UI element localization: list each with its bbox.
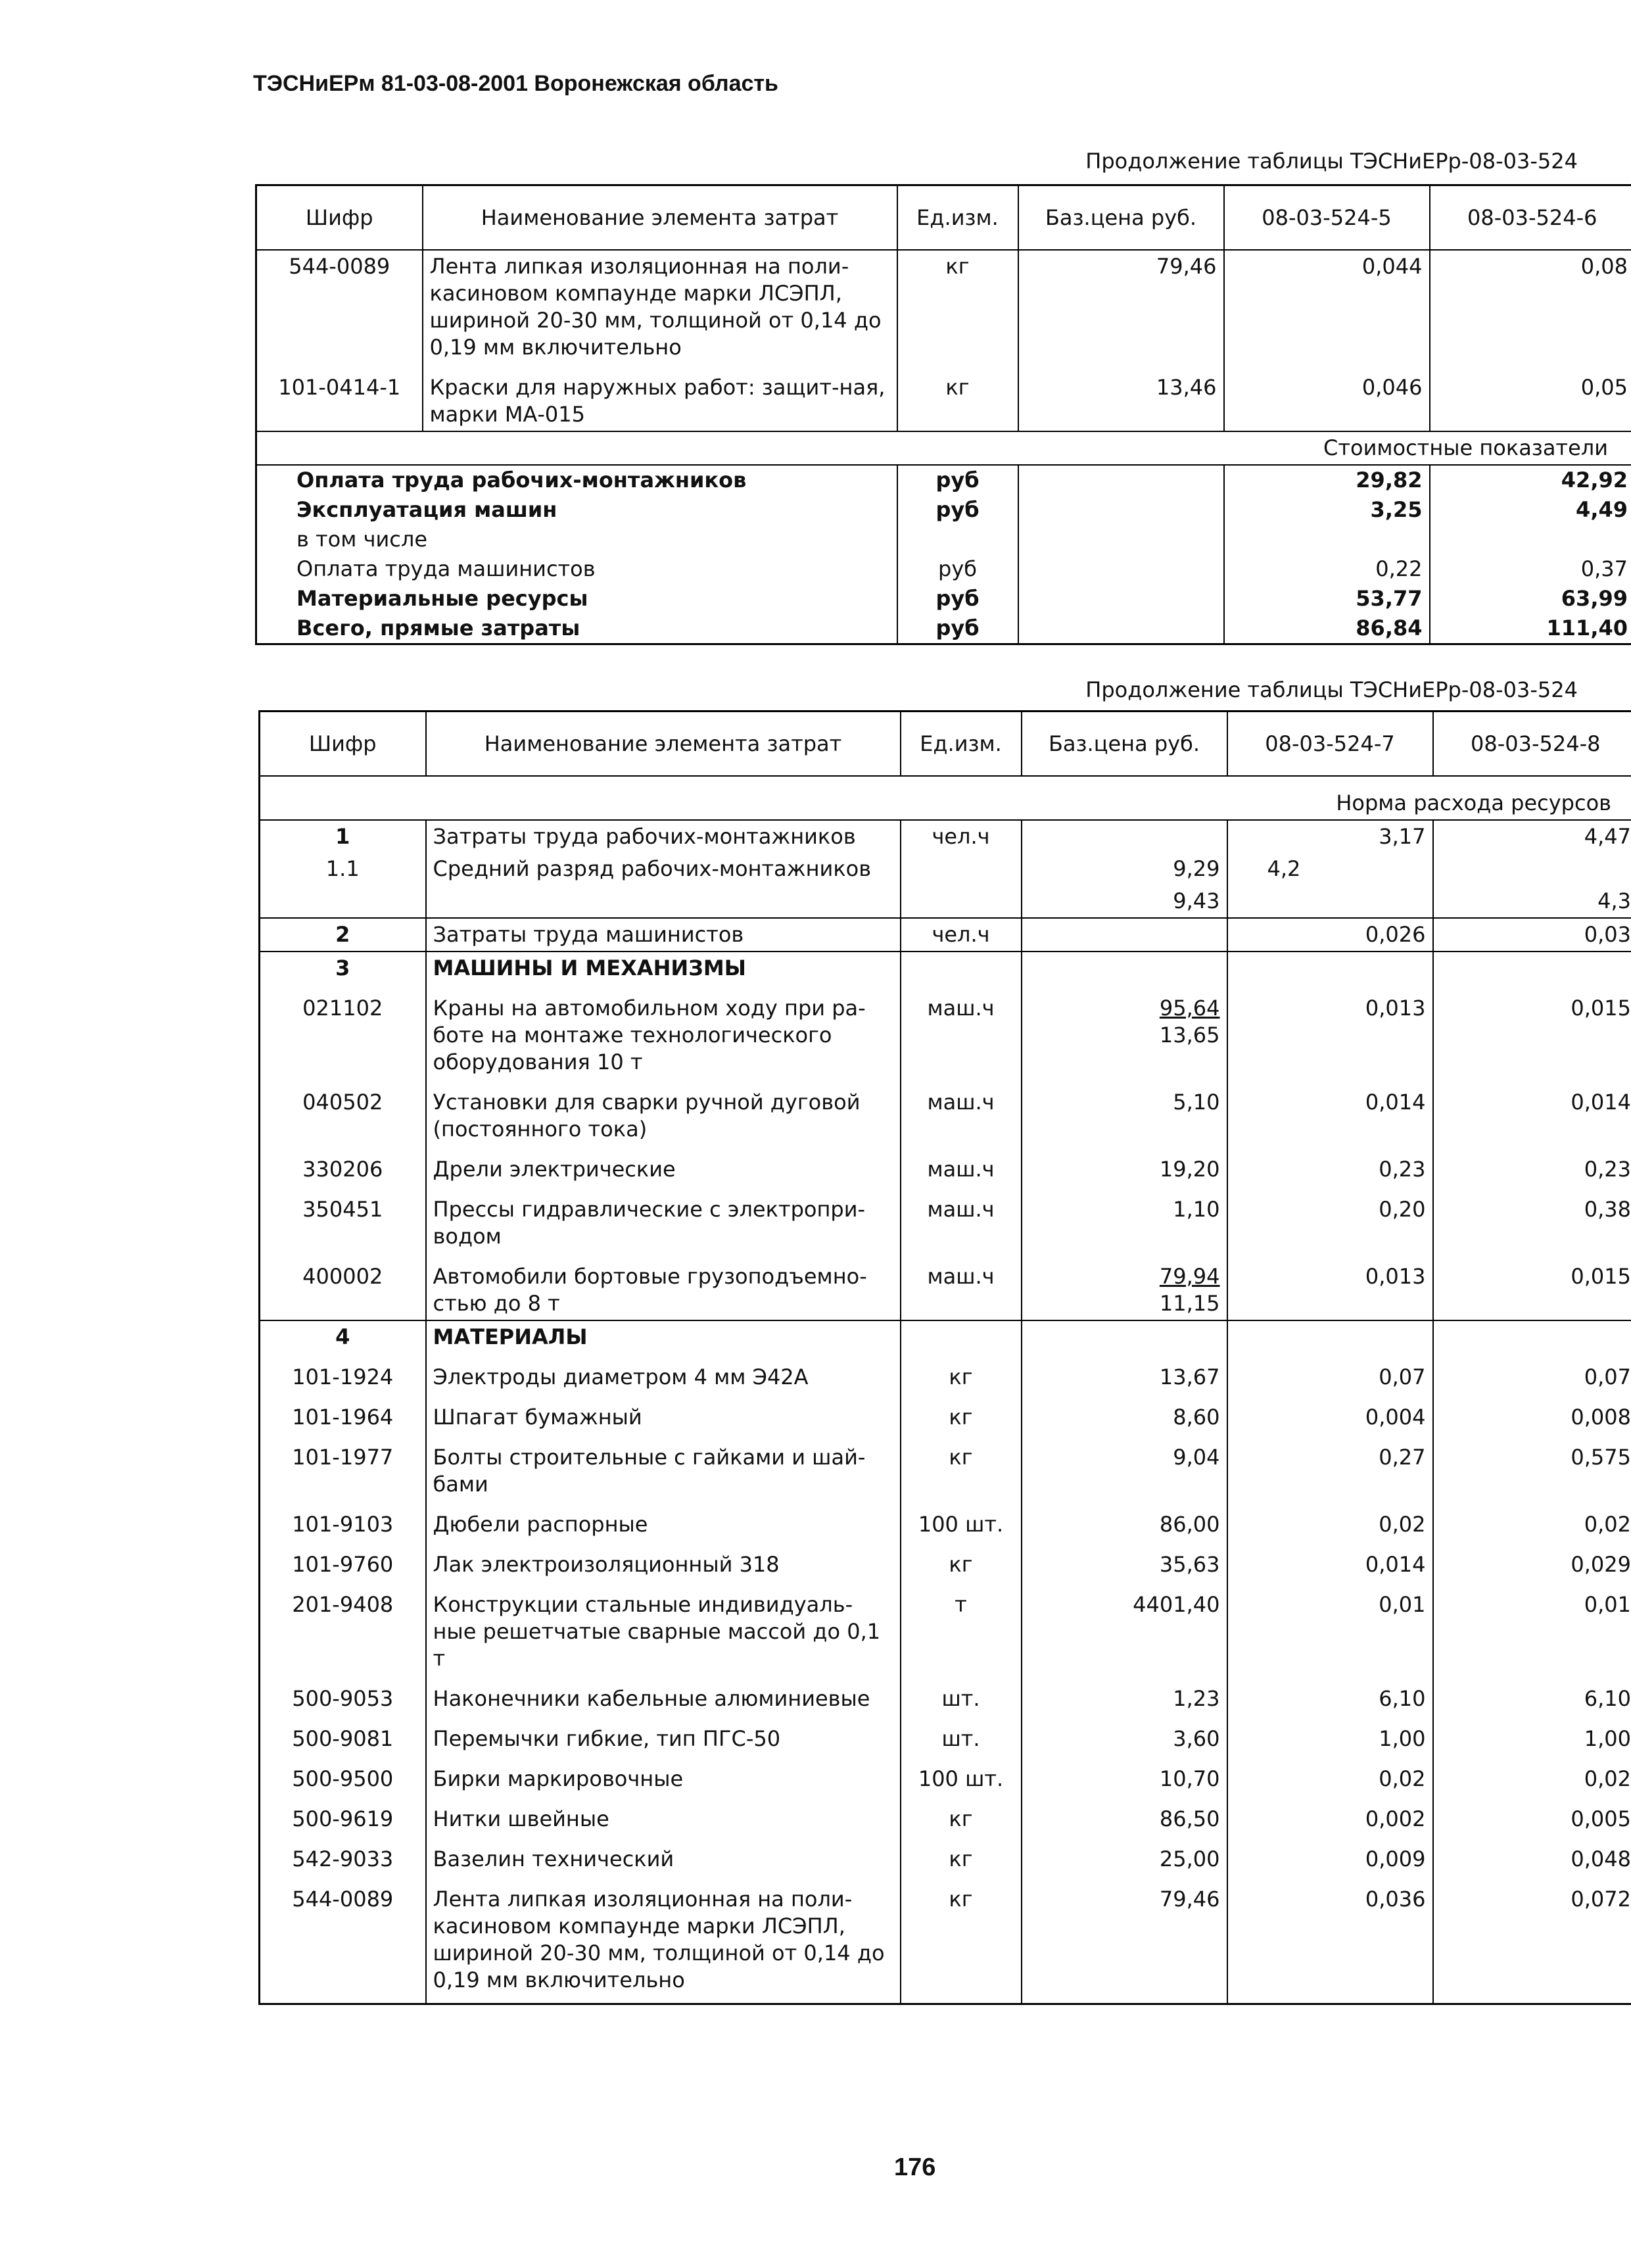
row-name: Автомобили бортовые грузоподъемно-стью до 8 т [426, 1253, 901, 1320]
table-row [260, 918, 1631, 952]
cost-unit: руб [897, 584, 1018, 614]
row-unit [901, 885, 1022, 918]
cost-label: Оплата труда рабочих-монтажников [256, 465, 897, 495]
row-code: 500-9053 [260, 1675, 426, 1715]
row-price: 86,00 [1022, 1501, 1227, 1541]
row-name: Перемычки гибкие, тип ПГС-50 [426, 1715, 901, 1755]
row-name: Дрели электрические [426, 1146, 901, 1186]
cost-row [256, 525, 1631, 554]
cost-unit: руб [897, 495, 1018, 525]
cost-row [256, 584, 1631, 614]
table-row [260, 1875, 1631, 2004]
table-row [260, 1393, 1631, 1434]
row-value-1: 0,014 [1227, 1541, 1433, 1581]
row-name: Конструкции стальные индивидуаль-ные решетчатые сварные массой до 0,1 т [426, 1581, 901, 1675]
table2-continuation-caption: Продолжение таблицы ТЭСНиЕРр-08-03-524 [1085, 677, 1578, 702]
table-row [260, 1581, 1631, 1675]
row-value-2: 0,03 [1433, 918, 1631, 952]
table-row [260, 1078, 1631, 1146]
row-price: 86,50 [1022, 1795, 1227, 1835]
cost-unit: руб [897, 465, 1018, 495]
cost-value-1: 0,22 [1224, 554, 1430, 584]
table-row [260, 820, 1631, 853]
page-number: 176 [894, 2154, 936, 2181]
row-code: 021102 [260, 984, 426, 1078]
column-header-price: Баз.цена руб. [1018, 185, 1224, 251]
row-name: Средний разряд рабочих-монтажников [426, 853, 901, 885]
row-price [1022, 918, 1227, 952]
row-value-2: 0,23 [1433, 1146, 1631, 1186]
table-row [260, 853, 1631, 885]
column-header-name: Наименование элемента затрат [426, 712, 901, 777]
column-header-unit: Ед.изм. [901, 712, 1022, 777]
cost-value-1: 53,77 [1224, 584, 1430, 614]
column-header-price: Баз.цена руб. [1022, 712, 1227, 777]
row-unit: кг [901, 1875, 1022, 2004]
table1-continuation-caption: Продолжение таблицы ТЭСНиЕРр-08-03-524 [1085, 149, 1578, 174]
row-value-1: 0,23 [1227, 1146, 1433, 1186]
row-name: Затраты труда рабочих-монтажников [426, 820, 901, 853]
row-code: 500-9081 [260, 1715, 426, 1755]
row-value-1 [1227, 885, 1433, 918]
cost-value-2: 0,37 [1430, 554, 1631, 584]
cost-section-title-row [256, 431, 1631, 465]
row-value-1: 6,10 [1227, 1675, 1433, 1715]
row-value-1: 0,004 [1227, 1393, 1433, 1434]
cost-label: в том числе [256, 525, 897, 554]
row-price: 1,23 [1022, 1675, 1227, 1715]
table-row [260, 1541, 1631, 1581]
row-price: 79,46 [1022, 1875, 1227, 2004]
norm-section-title: Норма расхода ресурсов [260, 776, 1631, 820]
price-base: 95,64 [1159, 996, 1220, 1021]
row-code: 350451 [260, 1186, 426, 1253]
cost-row [256, 465, 1631, 495]
row-name [426, 885, 901, 918]
row-unit: т [901, 1581, 1022, 1675]
row-code: 1 [260, 820, 426, 853]
cost-label: Эксплуатация машин [256, 495, 897, 525]
row-value-1: 0,02 [1227, 1501, 1433, 1541]
table-row [260, 1501, 1631, 1541]
row-code: 500-9500 [260, 1755, 426, 1795]
row-name: Краны на автомобильном ходу при ра-боте на монтаже технологического оборудования 10 т [426, 984, 901, 1078]
row-unit: маш.ч [901, 1078, 1022, 1146]
row-value-2: 4,3 [1433, 885, 1631, 918]
row-name: Лента липкая изоляционная на поли-касиновом компаунде марки ЛСЭПЛ, шириной 20-30 мм, толщиной от 0,14 до 0,19 мм включительно [423, 250, 897, 364]
row-code: 101-1964 [260, 1393, 426, 1434]
section-title-machines: МАШИНЫ И МЕХАНИЗМЫ [426, 952, 901, 984]
row-unit: кг [901, 1353, 1022, 1393]
row-value-2: 0,38 [1433, 1186, 1631, 1253]
table-row [260, 1186, 1631, 1253]
section-heading-row [260, 952, 1631, 984]
cost-row [256, 495, 1631, 525]
cost-value-1: 3,25 [1224, 495, 1430, 525]
row-price [1022, 984, 1227, 1078]
row-price: 19,20 [1022, 1146, 1227, 1186]
row-code [260, 885, 426, 918]
row-code: 040502 [260, 1078, 426, 1146]
row-value-2: 4,47 [1433, 820, 1631, 853]
row-code: 542-9033 [260, 1835, 426, 1875]
row-price: 1,10 [1022, 1186, 1227, 1253]
section-title-materials: МАТЕРИАЛЫ [426, 1320, 901, 1353]
cost-unit: руб [897, 614, 1018, 644]
table-row [260, 1715, 1631, 1755]
table1-header-row [256, 185, 1631, 251]
row-unit: 100 шт. [901, 1755, 1022, 1795]
row-name: Установки для сварки ручной дуговой (постоянного тока) [426, 1078, 901, 1146]
row-price: 5,10 [1022, 1078, 1227, 1146]
table-row [260, 1675, 1631, 1715]
section-code: 4 [260, 1320, 426, 1353]
row-price: 35,63 [1022, 1541, 1227, 1581]
cost-value-2: 111,40 [1430, 614, 1631, 644]
row-value-2: 0,048 [1433, 1835, 1631, 1875]
table-row [260, 1253, 1631, 1320]
row-code: 101-1924 [260, 1353, 426, 1393]
row-value-1: 0,27 [1227, 1434, 1433, 1501]
row-unit: шт. [901, 1715, 1022, 1755]
row-code: 544-0089 [260, 1875, 426, 2004]
row-unit [901, 853, 1022, 885]
row-name: Лента липкая изоляционная на поли-касиновом компаунде марки ЛСЭПЛ, шириной 20-30 мм, толщиной от 0,14 до 0,19 мм включительно [426, 1875, 901, 2004]
row-unit: маш.ч [901, 984, 1022, 1078]
table-row [260, 1755, 1631, 1795]
row-value-2: 0,029 [1433, 1541, 1631, 1581]
row-name: Бирки маркировочные [426, 1755, 901, 1795]
row-value-2: 0,008 [1433, 1393, 1631, 1434]
row-value-1: 0,01 [1227, 1581, 1433, 1675]
cost-label: Всего, прямые затраты [256, 614, 897, 644]
row-name: Прессы гидравлические с электропри-водом [426, 1186, 901, 1253]
cost-unit: руб [897, 554, 1018, 584]
column-header-unit: Ед.изм. [897, 185, 1018, 251]
row-name: Дюбели распорные [426, 1501, 901, 1541]
row-unit: шт. [901, 1675, 1022, 1715]
cost-value-2: 4,49 [1430, 495, 1631, 525]
row-value-2: 0,02 [1433, 1501, 1631, 1541]
row-value-2: 0,015 [1433, 984, 1631, 1078]
cost-value-2 [1430, 525, 1631, 554]
row-value-1: 0,07 [1227, 1353, 1433, 1393]
row-value-2 [1433, 853, 1631, 885]
table-row [260, 1434, 1631, 1501]
row-unit: маш.ч [901, 1253, 1022, 1320]
row-name: Шпагат бумажный [426, 1393, 901, 1434]
table-row [260, 984, 1631, 1078]
row-price: 3,60 [1022, 1715, 1227, 1755]
row-name: Вазелин технический [426, 1835, 901, 1875]
table-row [256, 364, 1631, 431]
resource-table-1 [255, 184, 1631, 645]
cost-value-1: 29,82 [1224, 465, 1430, 495]
table-row [260, 1353, 1631, 1393]
cost-label: Материальные ресурсы [256, 584, 897, 614]
row-value-1: 0,013 [1227, 984, 1433, 1078]
row-price [1022, 1253, 1227, 1320]
row-value-2: 0,01 [1433, 1581, 1631, 1675]
row-value-2: 0,02 [1433, 1755, 1631, 1795]
row-code: 101-9760 [260, 1541, 426, 1581]
cost-value-2: 63,99 [1430, 584, 1631, 614]
table-row [260, 1795, 1631, 1835]
row-name: Краски для наружных работ: защит-ная, марки МА-015 [423, 364, 897, 431]
row-value-1: 3,17 [1227, 820, 1433, 853]
row-value-2: 6,10 [1433, 1675, 1631, 1715]
column-header-name: Наименование элемента затрат [423, 185, 897, 251]
row-unit: чел.ч [901, 820, 1022, 853]
row-code: 201-9408 [260, 1581, 426, 1675]
row-price: 9,04 [1022, 1434, 1227, 1501]
row-value-2: 0,014 [1433, 1078, 1631, 1146]
row-price: 79,46 [1018, 250, 1224, 364]
row-unit: маш.ч [901, 1186, 1022, 1253]
column-header-variant-1: 08-03-524-5 [1224, 185, 1430, 251]
row-code: 2 [260, 918, 426, 952]
price-labor: 11,15 [1159, 1291, 1220, 1316]
row-code: 330206 [260, 1146, 426, 1186]
price-labor: 13,65 [1159, 1023, 1220, 1048]
row-value-1: 0,036 [1227, 1875, 1433, 2004]
cost-row [256, 614, 1631, 644]
row-value-2: 0,005 [1433, 1795, 1631, 1835]
row-value-1: 0,013 [1227, 1253, 1433, 1320]
row-price: 25,00 [1022, 1835, 1227, 1875]
row-code: 400002 [260, 1253, 426, 1320]
row-price: 9,43 [1022, 885, 1227, 918]
resource-table-2 [258, 710, 1631, 2005]
row-name: Затраты труда машинистов [426, 918, 901, 952]
row-value-1: 0,014 [1227, 1078, 1433, 1146]
table-row [256, 250, 1631, 364]
row-unit: кг [901, 1393, 1022, 1434]
section-code: 3 [260, 952, 426, 984]
row-unit: маш.ч [901, 1146, 1022, 1186]
row-name: Наконечники кабельные алюминиевые [426, 1675, 901, 1715]
price-base: 79,94 [1159, 1264, 1220, 1289]
row-value-1: 0,046 [1224, 364, 1430, 431]
row-value-2: 0,015 [1433, 1253, 1631, 1320]
table-row [260, 885, 1631, 918]
row-unit: кг [897, 250, 1018, 364]
row-value-1: 0,044 [1224, 250, 1430, 364]
table-row [260, 1835, 1631, 1875]
cost-unit [897, 525, 1018, 554]
row-price: 9,29 [1022, 853, 1227, 885]
row-code: 1.1 [260, 853, 426, 885]
row-value-1: 0,02 [1227, 1755, 1433, 1795]
column-header-variant-2: 08-03-524-8 [1433, 712, 1631, 777]
row-value-1: 4,2 [1227, 853, 1433, 885]
row-code: 101-0414-1 [256, 364, 423, 431]
section-heading-row [260, 1320, 1631, 1353]
row-value-2: 0,07 [1433, 1353, 1631, 1393]
row-unit: кг [901, 1434, 1022, 1501]
row-name: Лак электроизоляционный 318 [426, 1541, 901, 1581]
row-value-1: 0,20 [1227, 1186, 1433, 1253]
row-value-1: 0,009 [1227, 1835, 1433, 1875]
row-name: Болты строительные с гайками и шай-бами [426, 1434, 901, 1501]
document-header: ТЭСНиЕРм 81-03-08-2001 Воронежская область [253, 71, 778, 96]
row-price: 10,70 [1022, 1755, 1227, 1795]
row-unit: кг [901, 1541, 1022, 1581]
row-code: 101-9103 [260, 1501, 426, 1541]
cost-value-1 [1224, 525, 1430, 554]
norm-section-title-row [260, 776, 1631, 820]
row-value-2: 0,575 [1433, 1434, 1631, 1501]
row-unit: кг [897, 364, 1018, 431]
row-value-2: 1,00 [1433, 1715, 1631, 1755]
column-header-code: Шифр [260, 712, 426, 777]
column-header-variant-1: 08-03-524-7 [1227, 712, 1433, 777]
table-row [260, 1146, 1631, 1186]
row-price: 8,60 [1022, 1393, 1227, 1434]
table2-header-row [260, 712, 1631, 777]
row-name: Электроды диаметром 4 мм Э42А [426, 1353, 901, 1393]
cost-label: Оплата труда машинистов [256, 554, 897, 584]
row-value-1: 1,00 [1227, 1715, 1433, 1755]
cost-row [256, 554, 1631, 584]
row-value-1: 0,026 [1227, 918, 1433, 952]
row-code: 500-9619 [260, 1795, 426, 1835]
row-name: Нитки швейные [426, 1795, 901, 1835]
row-code: 544-0089 [256, 250, 423, 364]
row-unit: 100 шт. [901, 1501, 1022, 1541]
row-value-2: 0,08 [1430, 250, 1631, 364]
row-unit: кг [901, 1835, 1022, 1875]
row-unit: кг [901, 1795, 1022, 1835]
row-value-2: 0,05 [1430, 364, 1631, 431]
row-value-1: 0,002 [1227, 1795, 1433, 1835]
row-price: 13,46 [1018, 364, 1224, 431]
cost-value-1: 86,84 [1224, 614, 1430, 644]
row-price [1022, 820, 1227, 853]
column-header-code: Шифр [256, 185, 423, 251]
row-value-2: 0,072 [1433, 1875, 1631, 2004]
row-unit: чел.ч [901, 918, 1022, 952]
row-price: 4401,40 [1022, 1581, 1227, 1675]
cost-section-title: Стоимостные показатели [256, 431, 1631, 465]
row-price: 13,67 [1022, 1353, 1227, 1393]
row-code: 101-1977 [260, 1434, 426, 1501]
cost-value-2: 42,92 [1430, 465, 1631, 495]
column-header-variant-2: 08-03-524-6 [1430, 185, 1631, 251]
